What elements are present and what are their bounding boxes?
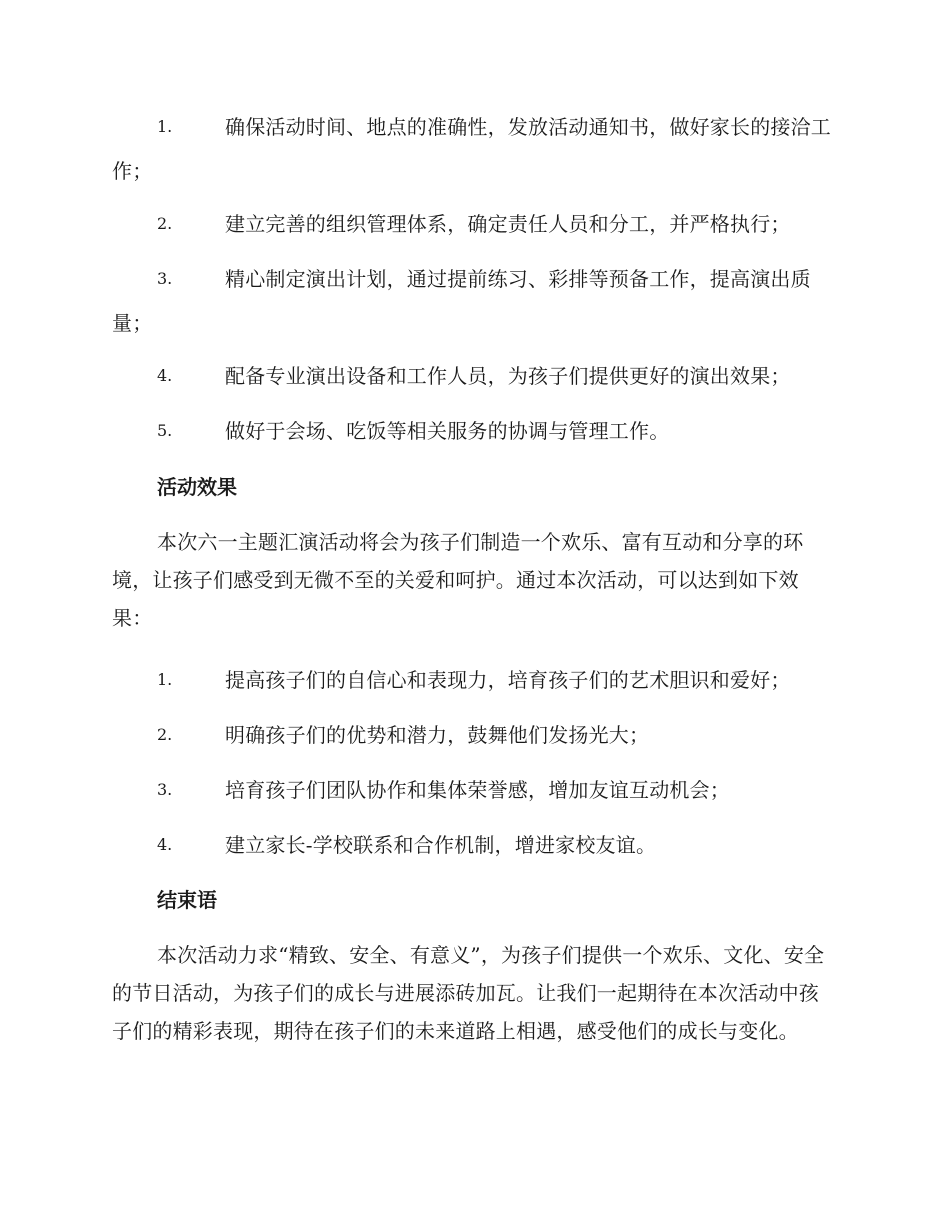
list-number: 2. <box>157 214 173 233</box>
list-item <box>112 202 836 246</box>
list-text: 建立家长-学校联系和合作机制，增进家校友谊。 <box>225 833 657 857</box>
list-item <box>112 105 836 193</box>
list-number: 4. <box>157 366 173 385</box>
conclusion-paragraph: 本次活动力求“精致、安全、有意义”，为孩子们提供一个欢乐、文化、安全的节日活动，为孩子们的成长与进展添砖加瓦。让我们一起期待在本次活动中孩子们的精彩表现，期待在孩子们的未来道路上相遇，感受他们的成长与变化。 <box>112 943 825 1043</box>
list-text: 提高孩子们的自信心和表现力，培育孩子们的艺术胆识和爱好； <box>225 668 791 692</box>
list-number: 5. <box>157 421 173 440</box>
list-item <box>112 713 836 757</box>
list-item <box>112 768 836 812</box>
list-text: 精心制定演出计划，通过提前练习、彩排等预备工作，提高演出质量； <box>112 267 811 335</box>
list-number: 1. <box>157 670 173 689</box>
list-item <box>112 409 836 453</box>
list-text: 配备专业演出设备和工作人员，为孩子们提供更好的演出效果； <box>225 364 791 388</box>
list-item <box>112 658 836 702</box>
list-text: 确保活动时间、地点的准确性，发放活动通知书，做好家长的接洽工作； <box>112 115 831 183</box>
section-heading-effect: 活动效果 <box>157 475 237 499</box>
list-item <box>112 354 836 398</box>
list-number: 1. <box>157 117 173 136</box>
list-number: 3. <box>157 269 173 288</box>
list-text: 做好于会场、吃饭等相关服务的协调与管理工作。 <box>225 419 670 443</box>
effect-paragraph: 本次六一主题汇演活动将会为孩子们制造一个欢乐、富有互动和分享的环境，让孩子们感受到无微不至的关爱和呵护。通过本次活动，可以达到如下效果： <box>112 530 804 630</box>
list-number: 2. <box>157 725 173 744</box>
list-text: 明确孩子们的优势和潜力，鼓舞他们发扬光大； <box>225 723 650 747</box>
list-text: 建立完善的组织管理体系，确定责任人员和分工，并严格执行； <box>225 212 791 236</box>
list-text: 培育孩子们团队协作和集体荣誉感，增加友谊互动机会； <box>225 778 730 802</box>
list-number: 3. <box>157 780 173 799</box>
list-number: 4. <box>157 835 173 854</box>
section-heading-conclusion: 结束语 <box>157 888 217 912</box>
list-item <box>112 257 836 345</box>
list-item <box>112 823 836 867</box>
